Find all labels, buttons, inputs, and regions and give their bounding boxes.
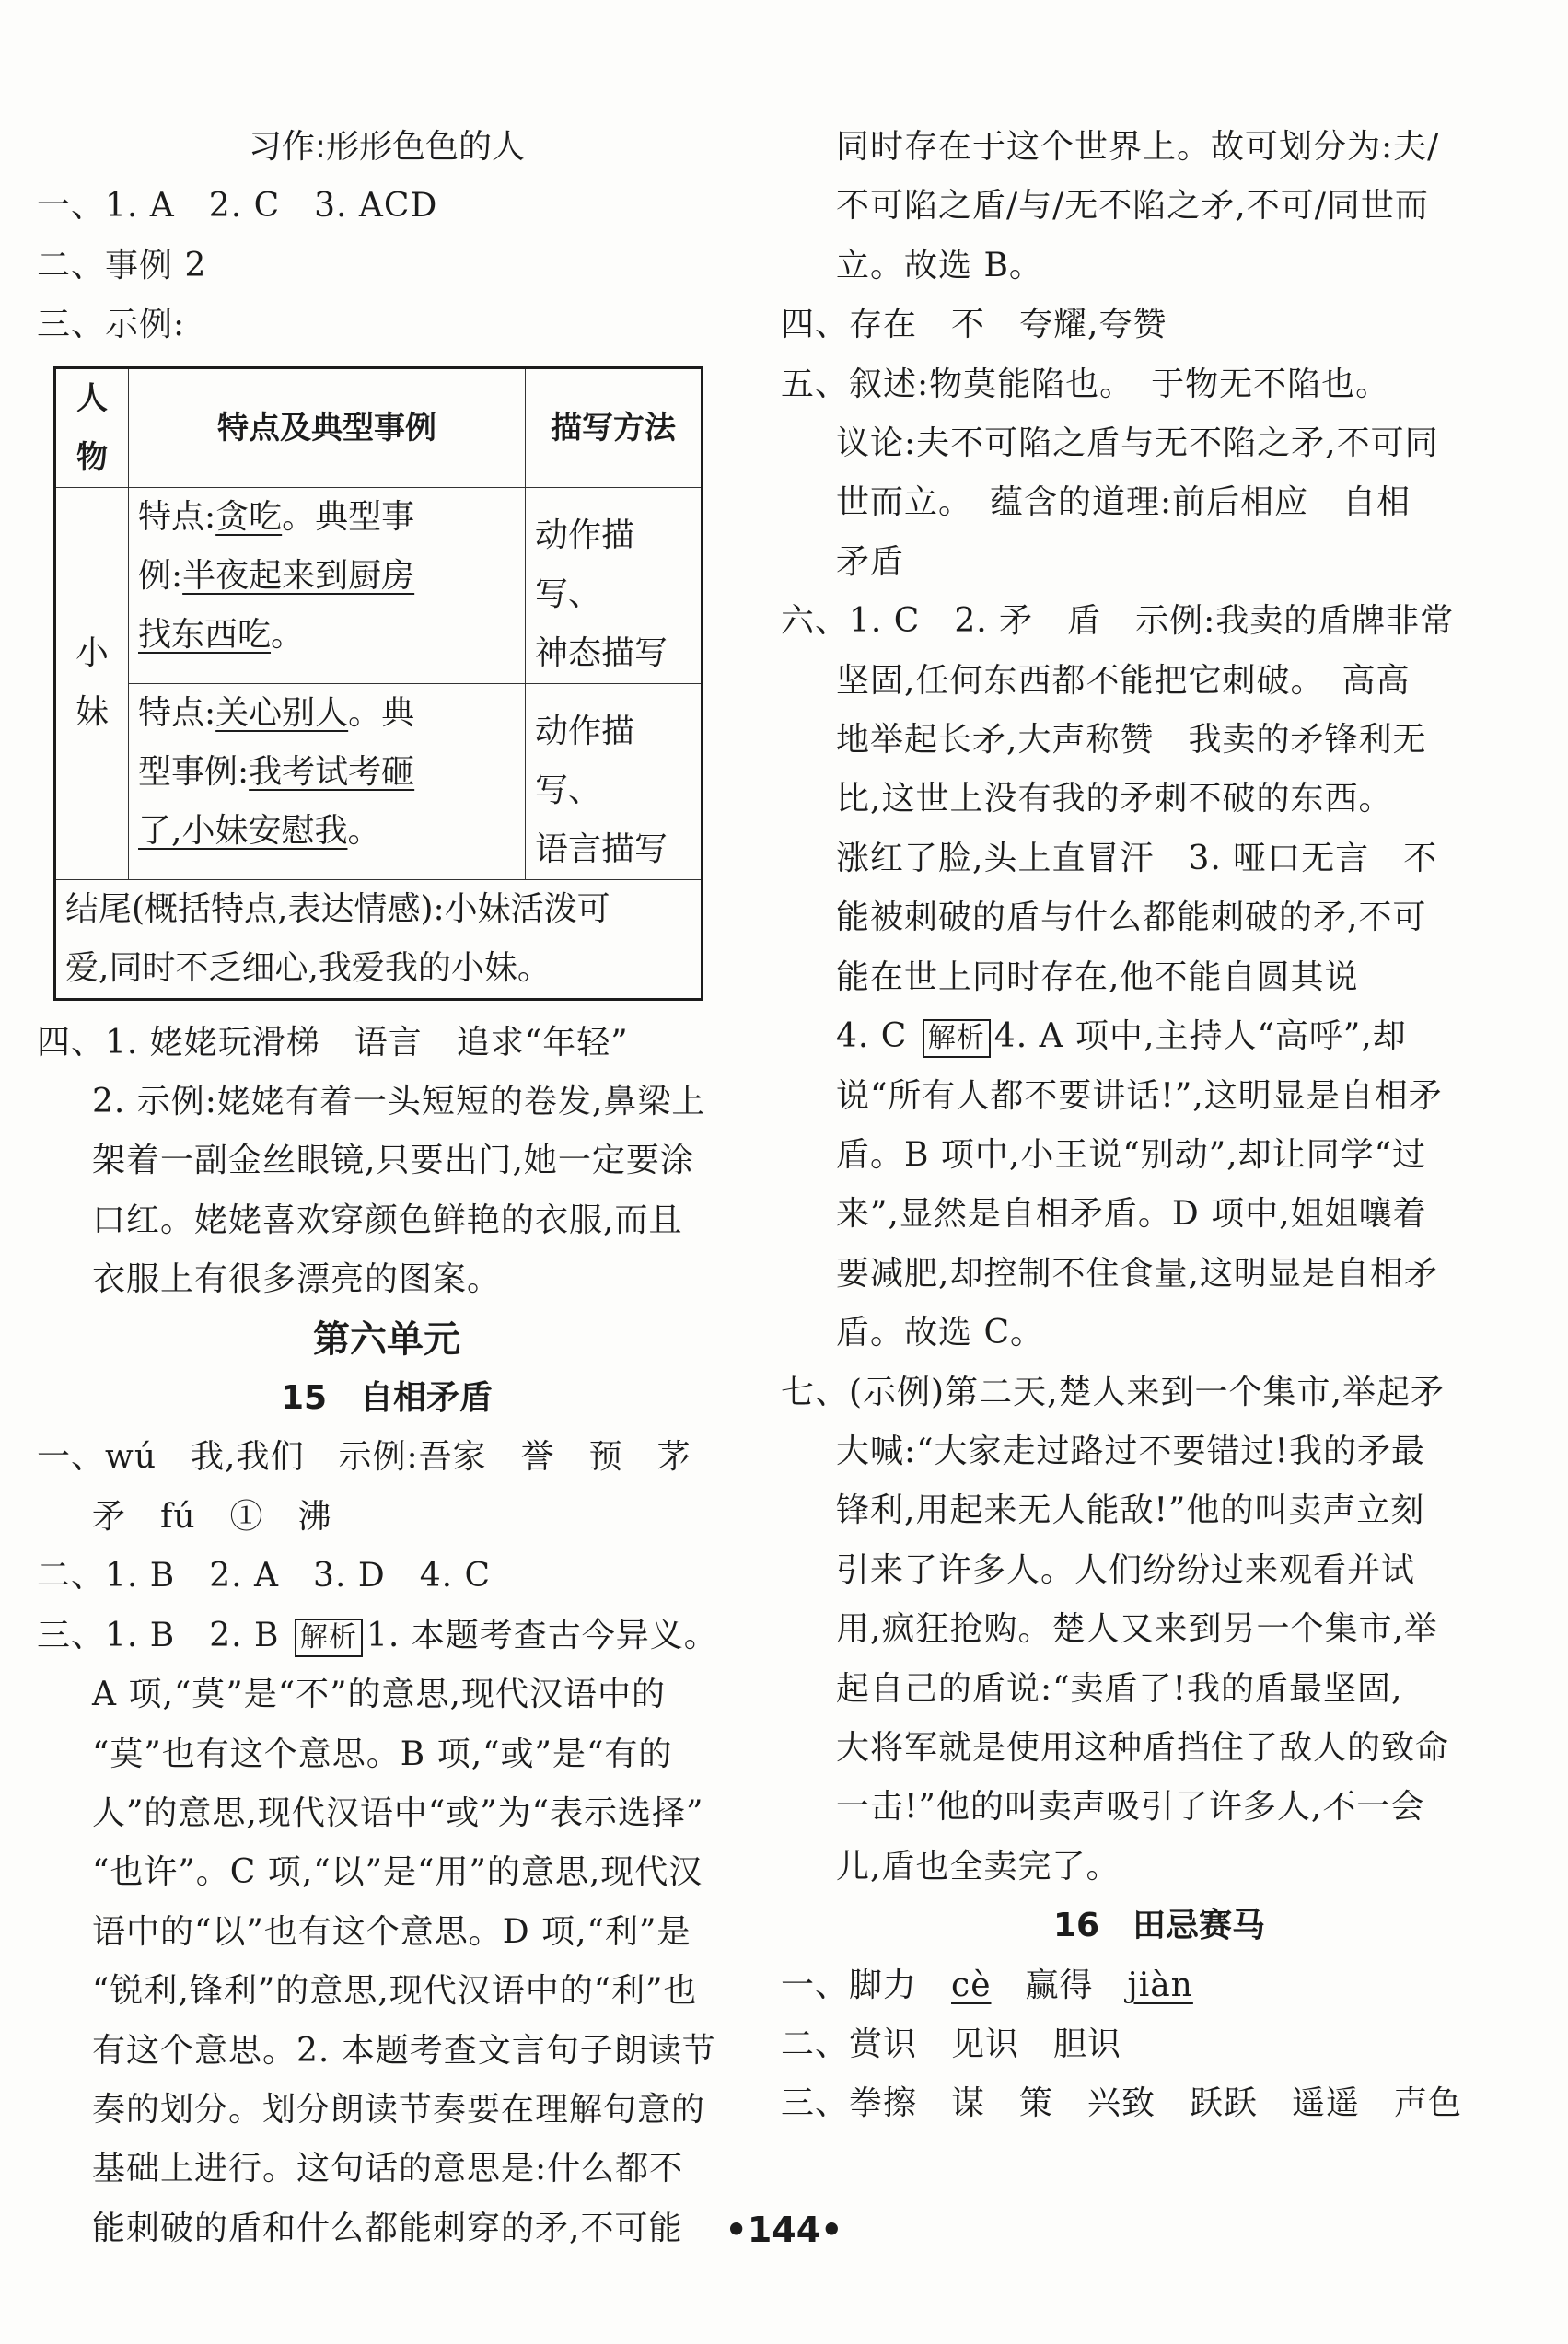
analysis-tag: 解析 [923, 1019, 991, 1058]
underlined-answer: 找东西吃 [138, 615, 272, 654]
answer-line: 同时存在于这个世界上。故可划分为:夫/ [836, 128, 1440, 166]
answer-line: 比,这世上没有我的矛刺不破的东西。 [836, 780, 1393, 818]
answer-line: 大喊:“大家走过路过不要错过!我的矛最 [836, 1432, 1426, 1470]
table-cell-method: 动作描写、 神态描写 [526, 487, 703, 683]
underlined-answer: 贪吃 [215, 497, 283, 536]
underlined-answer: 关心别人 [215, 693, 349, 732]
unit-title: 第六单元 [313, 1317, 460, 1361]
answer-line: 二、1. B 2. A 3. D 4. C [37, 1557, 492, 1596]
answer-line: 起自己的盾说:“卖盾了!我的盾最坚固, [836, 1669, 1403, 1708]
answer-line: 来”,显然是自相矛盾。D 项中,姐姐嚷着 [836, 1195, 1427, 1234]
answer-line: 地举起长矛,大声称赞 我卖的矛锋利无 [836, 721, 1427, 760]
pinyin-answer: jiàn [1127, 1966, 1193, 2004]
answer-line: 衣服上有很多漂亮的图案。 [92, 1260, 502, 1299]
answer-line: 架着一副金丝眼镜,只要出门,她一定要涂 [92, 1142, 694, 1180]
answer-line: 基础上进行。这句话的意思是:什么都不 [92, 2150, 684, 2188]
table-cell-feature: 特点:贪吃。典型事 例:半夜起来到厨房 找东西吃。 [129, 487, 526, 683]
answer-line: 二、赏识 见识 胆识 [781, 2025, 1122, 2063]
answer-line: 二、事例 2 [37, 246, 207, 284]
table-header-person: 人物 [55, 367, 129, 487]
lesson-heading-16: 16 田忌赛马 [1052, 1907, 1266, 1945]
answer-line: 一击!”他的叫卖声吸引了许多人,不一会 [836, 1788, 1425, 1827]
answer-line: 涨红了脸,头上直冒汗 3. 哑口无言 不 [836, 839, 1438, 877]
answer-line: 用,疯狂抢购。楚人又来到另一个集市,举 [836, 1610, 1438, 1649]
answer-line: “莫”也有这个意思。B 项,“或”是“有的 [92, 1735, 673, 1773]
table-row [55, 683, 703, 879]
table-cell-person: 小妹 [55, 487, 129, 879]
answer-line: 说“所有人都不要讲话!”,这明显是自相矛 [836, 1076, 1443, 1115]
left-column [37, 118, 737, 2258]
answer-line: 能刺破的盾和什么都能刺穿的矛,不可能 [92, 2209, 683, 2247]
answer-line: 世而立。 蕴含的道理:前后相应 自相 [836, 483, 1411, 522]
answer-line: 七、(示例)第二天,楚人来到一个集市,举起矛 [781, 1373, 1445, 1411]
section-heading-xizuo: 习作:形形色色的人 [248, 128, 526, 166]
answer-line: “锐利,锋利”的意思,现代汉语中的“利”也 [92, 1972, 698, 2011]
answer-line: 议论:夫不可陷之盾与无不陷之矛,不可同 [836, 424, 1439, 463]
answer-line: 四、1. 姥姥玩滑梯 语言 追求“年轻” [37, 1023, 629, 1062]
answer-line: 五、叙述:物莫能陷也。 于物无不陷也。 [781, 365, 1390, 403]
answer-line: 盾。故选 C。 [836, 1314, 1044, 1352]
underlined-answer: 了,小妹安慰我 [138, 811, 348, 850]
table-cell-feature: 特点:关心别人。典 型事例:我考试考砸 了,小妹安慰我。 [129, 683, 526, 879]
right-column [781, 118, 1538, 2134]
answer-line: 语中的“以”也有这个意思。D 项,“利”是 [92, 1912, 691, 1951]
analysis-tag: 解析 [295, 1619, 363, 1657]
answer-line: 4. C 解析 4. A 项中,主持人“高呼”,却 [781, 1007, 1538, 1066]
answer-line: 六、1. C 2. 矛 盾 示例:我卖的盾牌非常 [781, 602, 1455, 641]
answer-line: 矛盾 [836, 542, 905, 581]
answer-line: 奏的划分。划分朗读节奏要在理解句意的 [92, 2090, 706, 2129]
table-row-ending [55, 879, 703, 999]
answer-line: 儿,盾也全卖完了。 [836, 1847, 1121, 1886]
page-number: •144• [725, 2210, 843, 2250]
answer-line: A 项,“莫”是“不”的意思,现代汉语中的 [92, 1676, 666, 1714]
answer-line: 要减肥,却控制不住食量,这明显是自相矛 [836, 1254, 1438, 1293]
table-row [55, 487, 703, 683]
pinyin-answer: cè [951, 1966, 992, 2004]
answer-line: 盾。B 项中,小王说“别动”,却让同学“过 [836, 1135, 1426, 1174]
answer-line: 不可陷之盾/与/无不陷之矛,不可/同世而 [836, 187, 1429, 226]
table-cell-ending: 结尾(概括特点,表达情感):小妹活泼可 爱,同时不乏细心,我爱我的小妹。 [55, 879, 703, 999]
answer-line: 一、wú 我,我们 示例:吾家 誉 预 茅 [37, 1438, 691, 1477]
answer-line: “也许”。C 项,“以”是“用”的意思,现代汉 [92, 1853, 703, 1892]
answer-line: 三、拳擦 谋 策 兴致 跃跃 遥遥 声色 [781, 2084, 1463, 2123]
underlined-answer: 半夜起来到厨房 [182, 556, 415, 595]
answer-line: 矛 fú ① 沸 [92, 1497, 332, 1536]
answer-line: 引来了许多人。人们纷纷过来观看并试 [836, 1550, 1416, 1589]
answer-line: 有这个意思。2. 本题考查文言句子朗读节 [92, 2031, 716, 2070]
answer-line: 一、1. A 2. C 3. ACD [37, 187, 438, 226]
answer-line: 四、存在 不 夸耀,夸赞 [781, 306, 1167, 344]
answer-line: 口红。姥姥喜欢穿颜色鲜艳的衣服,而且 [92, 1201, 683, 1239]
answer-line: 坚固,任何东西都不能把它刺破。 高高 [836, 661, 1411, 700]
answer-line: 人”的意思,现代汉语中“或”为“表示选择” [92, 1793, 704, 1832]
answer-line: 大将军就是使用这种盾挡住了敌人的致命 [836, 1728, 1450, 1767]
underlined-answer: 我考试考砸 [249, 752, 415, 791]
example-table [53, 366, 703, 1001]
answer-line: 能被刺破的盾与什么都能刺破的矛,不可 [836, 899, 1427, 937]
answer-line: 三、1. B 2. B 解析 1. 本题考查古今异义。 [37, 1607, 737, 1665]
answer-line: 一、脚力 cè 赢得 jiàn [781, 1966, 1193, 2004]
answer-line: 2. 示例:姥姥有着一头短短的卷发,鼻梁上 [92, 1083, 706, 1121]
answer-line: 锋利,用起来无人能敌!”他的叫卖声立刻 [836, 1491, 1425, 1530]
answer-line: 立。故选 B。 [836, 246, 1043, 284]
table-cell-method: 动作描写、 语言描写 [526, 683, 703, 879]
table-header-method: 描写方法 [526, 367, 703, 487]
table-header-row [55, 367, 703, 487]
table-header-feature: 特点及典型事例 [129, 367, 526, 487]
answer-line: 三、示例: [37, 306, 186, 344]
lesson-heading-15: 15 自相矛盾 [280, 1379, 494, 1418]
answer-line: 能在世上同时存在,他不能自圆其说 [836, 957, 1359, 996]
